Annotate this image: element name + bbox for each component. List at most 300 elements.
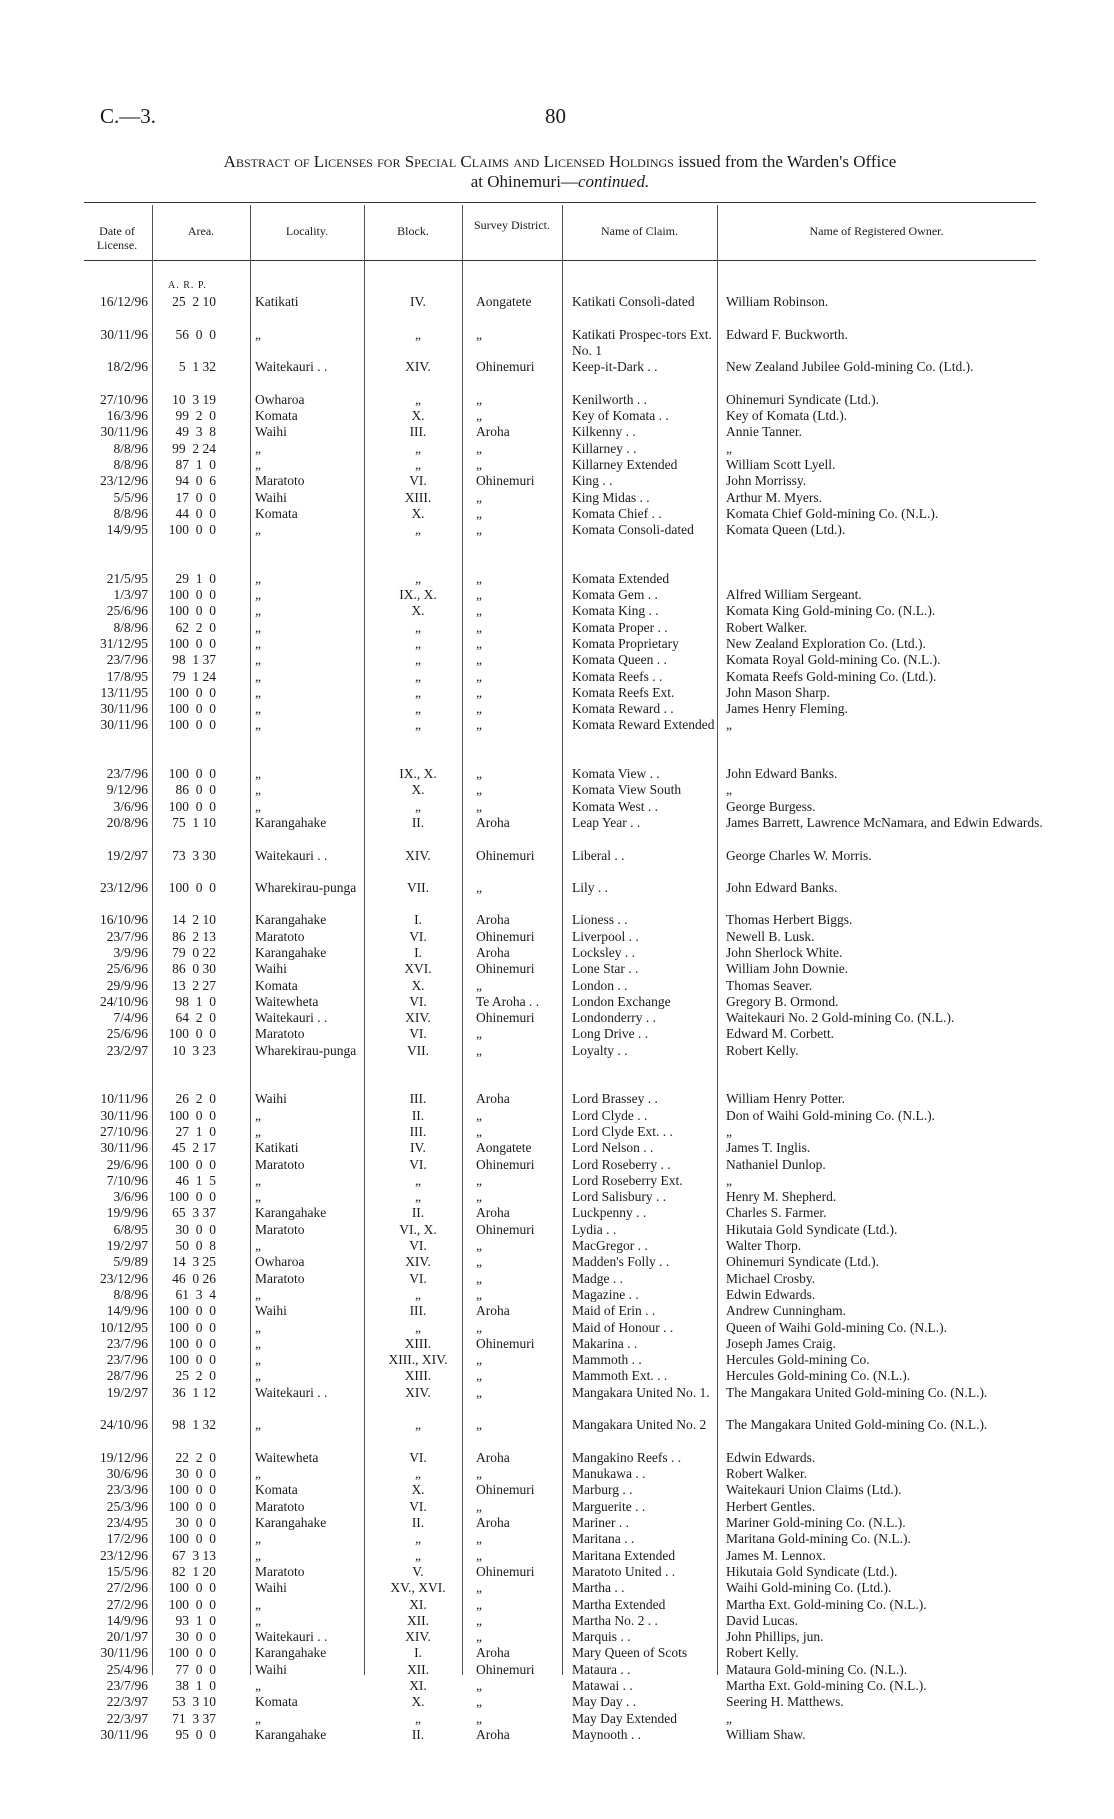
- table-row: [84, 1466, 1036, 1482]
- survey-district: „: [476, 1172, 482, 1188]
- area-value: 14 3 25: [172, 1254, 216, 1270]
- table-row: [84, 587, 1036, 603]
- claim-name: Killarney Extended: [572, 456, 678, 472]
- table-row: [84, 766, 1036, 782]
- block: X.: [411, 782, 425, 798]
- claim-name: Manukawa . .: [572, 1466, 646, 1482]
- block: XI.: [409, 1678, 427, 1694]
- table-row: [84, 1368, 1036, 1384]
- claim-name: Lord Salisbury . .: [572, 1189, 667, 1205]
- registered-owner: Waitekauri No. 2 Gold-mining Co. (N.L.).: [726, 1010, 955, 1026]
- block: III.: [409, 1091, 427, 1107]
- locality: Waitekauri . .: [255, 359, 328, 375]
- area-value: 53 3 10: [172, 1694, 216, 1710]
- license-date: 8/8/96: [113, 456, 148, 472]
- claim-name: Komata West . .: [572, 798, 659, 814]
- survey-district: „: [476, 619, 482, 635]
- claim-name: Maratoto United . .: [572, 1563, 676, 1579]
- table-row: [84, 1564, 1036, 1580]
- area-value: 10 3 23: [172, 1042, 216, 1058]
- table-row: [84, 1254, 1036, 1270]
- block: VI.: [409, 473, 427, 489]
- table-row: [84, 392, 1036, 408]
- locality: „: [255, 1335, 261, 1351]
- area-value: 71 3 37: [172, 1710, 216, 1726]
- area-value: 13 2 27: [172, 977, 216, 993]
- locality: Maratoto: [255, 1563, 305, 1579]
- area-value: 38 1 0: [175, 1678, 216, 1694]
- locality: „: [255, 1678, 261, 1694]
- registered-owner: Don of Waihi Gold-mining Co. (N.L.).: [726, 1107, 936, 1123]
- registered-owner: Komata Chief Gold-mining Co. (N.L.).: [726, 505, 939, 521]
- survey-district: „: [476, 798, 482, 814]
- survey-district: Ohinemuri: [476, 1661, 535, 1677]
- license-date: 18/2/96: [106, 359, 148, 375]
- locality: „: [255, 570, 261, 586]
- locality: Wharekirau-punga: [255, 879, 357, 895]
- survey-district: Ohinemuri: [476, 1221, 535, 1237]
- license-date: 22/3/97: [106, 1710, 148, 1726]
- survey-district: „: [476, 1629, 482, 1645]
- license-date: 30/11/96: [100, 424, 148, 440]
- claim-name: Magazine . .: [572, 1286, 639, 1302]
- table-row: [84, 441, 1036, 457]
- table-row: [84, 506, 1036, 522]
- block: „: [415, 668, 421, 684]
- registered-owner: Hercules Gold-mining Co. (N.L.).: [726, 1368, 911, 1384]
- survey-district: „: [476, 1026, 482, 1042]
- locality: „: [255, 1189, 261, 1205]
- area-value: 100 0 0: [168, 1319, 216, 1335]
- license-date: 23/4/95: [106, 1515, 148, 1531]
- survey-district: Aroha: [476, 1449, 510, 1465]
- locality: „: [255, 1417, 261, 1433]
- license-date: 19/9/96: [106, 1205, 148, 1221]
- locality: „: [255, 1352, 261, 1368]
- claim-name: Lydia . .: [572, 1221, 617, 1237]
- license-date: 24/10/96: [99, 1417, 148, 1433]
- table-row: [84, 685, 1036, 701]
- claim-name: Loyalty . .: [572, 1042, 628, 1058]
- area-value: 98 1 32: [172, 1417, 216, 1433]
- document-title: [80, 152, 1040, 192]
- block: VII.: [406, 1042, 430, 1058]
- locality: „: [255, 587, 261, 603]
- survey-district: „: [476, 489, 482, 505]
- claim-name: Luckpenny . .: [572, 1205, 647, 1221]
- area-value: 46 1 5: [175, 1172, 216, 1188]
- registered-owner: Maritana Gold-mining Co. (N.L.).: [726, 1531, 911, 1547]
- claim-name: Komata Proper . .: [572, 619, 668, 635]
- registered-owner: Charles S. Farmer.: [726, 1205, 827, 1221]
- table-row: [84, 782, 1036, 798]
- claim-name: Madden's Folly . .: [572, 1254, 670, 1270]
- claim-name: Komata Gem . .: [572, 587, 658, 603]
- survey-district: „: [476, 652, 482, 668]
- area-value: 17 0 0: [175, 489, 216, 505]
- area-value: 100 0 0: [168, 684, 216, 700]
- area-value: 25 2 0: [175, 1368, 216, 1384]
- area-value: 44 0 0: [175, 505, 216, 521]
- table-row: [84, 620, 1036, 636]
- table-row: [84, 1417, 1036, 1450]
- claim-name: Komata View . .: [572, 766, 660, 782]
- registered-owner: „: [726, 1123, 732, 1139]
- locality: „: [255, 1612, 261, 1628]
- license-date: 23/7/96: [106, 1335, 148, 1351]
- claim-name: Komata Chief . .: [572, 505, 662, 521]
- registered-owner: William Robinson.: [726, 294, 829, 309]
- area-value: 100 0 0: [168, 1580, 216, 1596]
- locality: „: [255, 1319, 261, 1335]
- block: XIV.: [405, 1010, 431, 1026]
- table-row: [84, 994, 1036, 1010]
- survey-district: „: [476, 1384, 482, 1400]
- table-row: [84, 1450, 1036, 1466]
- claim-name: Lord Clyde Ext. . .: [572, 1123, 673, 1139]
- locality: „: [255, 782, 261, 798]
- block: III.: [409, 424, 427, 440]
- survey-district: „: [476, 587, 482, 603]
- registered-owner: Robert Kelly.: [726, 1042, 799, 1058]
- table-row: [84, 1482, 1036, 1498]
- locality: Maratoto: [255, 1156, 305, 1172]
- license-date: 16/10/96: [99, 912, 148, 928]
- registered-owner: Edwin Edwards.: [726, 1286, 816, 1302]
- claim-name: Liberal . .: [572, 847, 625, 863]
- claim-name: Marguerite . .: [572, 1498, 646, 1514]
- locality: „: [255, 603, 261, 619]
- claim-name: Makarina . .: [572, 1335, 638, 1351]
- locality: Komata: [255, 505, 298, 521]
- block: „: [415, 701, 421, 717]
- survey-district: „: [476, 717, 482, 733]
- table-row: [84, 473, 1036, 489]
- claim-name: Komata Consoli-dated: [572, 522, 694, 538]
- survey-district: „: [476, 1123, 482, 1139]
- table-row: [84, 1499, 1036, 1515]
- registered-owner: Alfred William Sergeant.: [726, 587, 862, 603]
- locality: „: [255, 1531, 261, 1547]
- license-date: 25/4/96: [106, 1661, 148, 1677]
- block: X.: [411, 1694, 425, 1710]
- claim-name: Komata Reward . .: [572, 701, 674, 717]
- license-date: 25/6/96: [106, 1026, 148, 1042]
- survey-district: „: [476, 1580, 482, 1596]
- license-date: 9/12/96: [106, 782, 148, 798]
- claim-name: Komata Reefs Ext.: [572, 684, 675, 700]
- survey-district: Ohinemuri: [476, 847, 535, 863]
- claim-name: Lord Roseberry . .: [572, 1156, 671, 1172]
- table-row: [84, 603, 1036, 619]
- license-date: 5/9/89: [113, 1254, 148, 1270]
- area-value: 100 0 0: [168, 717, 216, 733]
- registered-owner: John Phillips, jun.: [726, 1629, 824, 1645]
- block: VI.: [409, 928, 427, 944]
- license-date: 19/12/96: [99, 1449, 148, 1465]
- license-date: 16/3/96: [106, 408, 148, 424]
- locality: Karangahake: [255, 1726, 327, 1742]
- table-row: [84, 945, 1036, 961]
- table-row: [84, 1173, 1036, 1189]
- table-row: [84, 1352, 1036, 1368]
- locality: Maratoto: [255, 1026, 305, 1042]
- locality: Maratoto: [255, 473, 305, 489]
- area-value: 50 0 8: [175, 1238, 216, 1254]
- survey-district: „: [476, 1612, 482, 1628]
- table-row: [84, 1026, 1036, 1042]
- license-date: 21/5/95: [106, 570, 148, 586]
- area-value: 26 2 0: [175, 1091, 216, 1107]
- block: XIV.: [405, 1254, 431, 1270]
- license-date: 10/11/96: [100, 1091, 148, 1107]
- locality: „: [255, 701, 261, 717]
- locality: „: [255, 1286, 261, 1302]
- table-row: [84, 1238, 1036, 1254]
- license-date: 25/6/96: [106, 603, 148, 619]
- license-date: 30/11/96: [100, 1726, 148, 1742]
- claim-name: Lone Star . .: [572, 961, 639, 977]
- claim-name: Kilkenny . .: [572, 424, 636, 440]
- registered-owner: Komata Reefs Gold-mining Co. (Ltd.).: [726, 668, 937, 684]
- area-value: 100 0 0: [168, 879, 216, 895]
- area-value: 79 0 22: [172, 944, 216, 960]
- area-value: 100 0 0: [168, 1107, 216, 1123]
- license-date: 23/12/96: [99, 473, 148, 489]
- survey-district: Ohinemuri: [476, 1156, 535, 1172]
- locality: Waitekauri . .: [255, 1629, 328, 1645]
- area-value: 100 0 0: [168, 798, 216, 814]
- block: XV., XVI.: [390, 1580, 446, 1596]
- registered-owner: Robert Walker.: [726, 1466, 808, 1482]
- block: IV.: [410, 294, 426, 309]
- block: VI.: [409, 1449, 427, 1465]
- registered-owner: Robert Walker.: [726, 619, 808, 635]
- claim-name: Matawai . .: [572, 1678, 633, 1694]
- locality: „: [255, 717, 261, 733]
- survey-district: „: [476, 668, 482, 684]
- registered-owner: Edward M. Corbett.: [726, 1026, 834, 1042]
- claim-name: Mariner . .: [572, 1515, 629, 1531]
- block: VII.: [406, 879, 430, 895]
- area-value: 30 0 0: [175, 1466, 216, 1482]
- locality: „: [255, 684, 261, 700]
- block: X.: [411, 1482, 425, 1498]
- survey-district: „: [476, 522, 482, 538]
- area-value: 75 1 10: [172, 814, 216, 830]
- license-date: 25/6/96: [106, 961, 148, 977]
- registered-owner: Andrew Cunningham.: [726, 1303, 846, 1319]
- claim-name: Komata Reefs . .: [572, 668, 663, 684]
- table-header-rule: [84, 260, 1036, 261]
- registered-owner: Komata Royal Gold-mining Co. (N.L.).: [726, 652, 941, 668]
- license-date: 3/9/96: [113, 944, 148, 960]
- locality: Komata: [255, 408, 298, 424]
- area-value: 14 2 10: [172, 912, 216, 928]
- locality: „: [255, 635, 261, 651]
- table-row: [84, 294, 1036, 327]
- registered-owner: Newell B. Lusk.: [726, 928, 815, 944]
- table-row: [84, 1727, 1036, 1743]
- survey-district: Aroha: [476, 1091, 510, 1107]
- survey-district: Aroha: [476, 1205, 510, 1221]
- table-row: [84, 978, 1036, 994]
- survey-district: „: [476, 456, 482, 472]
- license-date: 13/11/95: [100, 684, 148, 700]
- table-row: [84, 814, 1043, 848]
- area-value: 65 3 37: [172, 1205, 216, 1221]
- column-header-claim: Name of Claim.: [601, 224, 678, 238]
- area-value: 100 0 0: [168, 1596, 216, 1612]
- block: I.: [414, 944, 422, 960]
- claim-name: Maynooth . .: [572, 1726, 641, 1742]
- survey-district: Aroha: [476, 1645, 510, 1661]
- survey-district: „: [476, 782, 482, 798]
- area-value: 67 3 13: [172, 1547, 216, 1563]
- block: III.: [409, 1303, 427, 1319]
- locality: Owharoa: [255, 1254, 305, 1270]
- license-date: 8/8/96: [113, 505, 148, 521]
- area-value: 45 2 17: [172, 1140, 216, 1156]
- locality: „: [255, 1123, 261, 1139]
- table-row: [84, 1597, 1036, 1613]
- block: XII.: [406, 1612, 430, 1628]
- claim-name: Leap Year . .: [572, 814, 641, 830]
- locality: „: [255, 668, 261, 684]
- area-value: 100 0 0: [168, 1335, 216, 1351]
- locality: Wharekirau-punga: [255, 1042, 357, 1058]
- block: XIV.: [405, 847, 431, 863]
- area-value: 100 0 0: [168, 1026, 216, 1042]
- license-date: 23/12/96: [99, 879, 148, 895]
- table-row: [84, 457, 1036, 473]
- claim-name: Maid of Erin . .: [572, 1303, 656, 1319]
- table-row: [84, 1108, 1036, 1124]
- registered-owner: William Scott Lyell.: [726, 456, 836, 472]
- locality: Komata: [255, 1694, 298, 1710]
- column-header-date: Date of License.: [96, 224, 138, 252]
- area-value: 100 0 0: [168, 1352, 216, 1368]
- registered-owner: Waihi Gold-mining Co. (Ltd.).: [726, 1580, 892, 1596]
- license-date: 14/9/96: [106, 1612, 148, 1628]
- license-date: 30/11/96: [100, 701, 148, 717]
- claim-name: King Midas . .: [572, 489, 650, 505]
- license-date: 23/12/96: [99, 1547, 148, 1563]
- license-date: 30/11/96: [100, 1140, 148, 1156]
- claim-name: Lioness . .: [572, 912, 628, 928]
- locality: „: [255, 652, 261, 668]
- survey-district: Aroha: [476, 1726, 510, 1742]
- area-value: 100 0 0: [168, 1498, 216, 1514]
- license-date: 16/12/96: [99, 294, 148, 309]
- survey-district: Te Aroha . .: [476, 993, 540, 1009]
- locality: Waitewheta: [255, 1449, 319, 1465]
- locality: Maratoto: [255, 1270, 305, 1286]
- license-date: 20/1/97: [106, 1629, 148, 1645]
- table-row: [84, 327, 1036, 360]
- survey-district: „: [476, 440, 482, 456]
- license-date: 30/11/96: [100, 1645, 148, 1661]
- area-value: 100 0 0: [168, 522, 216, 538]
- survey-district: „: [476, 701, 482, 717]
- locality: Karangahake: [255, 1515, 327, 1531]
- locality: „: [255, 766, 261, 782]
- table-row: [84, 1548, 1036, 1564]
- registered-owner: Henry M. Shepherd.: [726, 1189, 837, 1205]
- block: VI.: [409, 1156, 427, 1172]
- locality: „: [255, 1107, 261, 1123]
- survey-district: „: [476, 408, 482, 424]
- area-value: 61 3 4: [175, 1286, 216, 1302]
- license-date: 23/3/96: [106, 1482, 148, 1498]
- survey-district: „: [476, 1238, 482, 1254]
- license-date: 27/10/96: [99, 391, 148, 407]
- registered-owner: „: [726, 782, 732, 798]
- claim-name: Maritana . .: [572, 1531, 635, 1547]
- registered-owner: The Mangakara United Gold-mining Co. (N.L.).: [726, 1384, 988, 1400]
- license-date: 30/11/96: [100, 1107, 148, 1123]
- block: „: [415, 1286, 421, 1302]
- registered-owner: Thomas Herbert Biggs.: [726, 912, 853, 928]
- block: II.: [411, 1205, 425, 1221]
- area-value: 25 2 10: [172, 294, 216, 309]
- locality: Waihi: [255, 1091, 287, 1107]
- block: XIII.: [404, 1368, 432, 1384]
- block: „: [415, 440, 421, 456]
- table-row: [84, 1091, 1036, 1107]
- survey-district: „: [476, 1417, 482, 1433]
- registered-owner: James M. Lennox.: [726, 1547, 826, 1563]
- survey-district: „: [476, 1694, 482, 1710]
- table-row: [84, 1157, 1036, 1173]
- area-value: 86 2 13: [172, 928, 216, 944]
- locality: Waitewheta: [255, 993, 319, 1009]
- block: XIV.: [405, 1629, 431, 1645]
- area-value: 46 0 26: [172, 1270, 216, 1286]
- survey-district: „: [476, 1254, 482, 1270]
- locality: Komata: [255, 1482, 298, 1498]
- registered-owner: William Henry Potter.: [726, 1091, 846, 1107]
- block: II.: [411, 1726, 425, 1742]
- license-date: 30/11/96: [100, 326, 148, 342]
- locality: Waitekauri . .: [255, 1010, 328, 1026]
- area-value: 36 1 12: [172, 1384, 216, 1400]
- table-row: [84, 1010, 1036, 1026]
- claim-name: MacGregor . .: [572, 1238, 648, 1254]
- registered-owner: Mariner Gold-mining Co. (N.L.).: [726, 1515, 906, 1531]
- block: „: [415, 652, 421, 668]
- locality: „: [255, 1172, 261, 1188]
- table-row: [84, 799, 1036, 815]
- claim-name: Mangakara United No. 1.: [572, 1384, 710, 1400]
- claim-name: Marburg . .: [572, 1482, 633, 1498]
- block: X.: [411, 977, 425, 993]
- registered-owner: William Shaw.: [726, 1726, 806, 1742]
- survey-district: Aroha: [476, 1515, 510, 1531]
- license-date: 7/4/96: [113, 1010, 148, 1026]
- block: VI.: [409, 1270, 427, 1286]
- license-date: 8/8/96: [113, 440, 148, 456]
- table-row: [84, 1515, 1036, 1531]
- area-value: 62 2 0: [175, 619, 216, 635]
- block: XIV.: [405, 359, 431, 375]
- survey-district: „: [476, 1107, 482, 1123]
- registered-owner: John Edward Banks.: [726, 766, 838, 782]
- column-header-locality: Locality.: [285, 224, 329, 238]
- locality: Waihi: [255, 1580, 287, 1596]
- area-value: 94 0 6: [175, 473, 216, 489]
- locality: Maratoto: [255, 928, 305, 944]
